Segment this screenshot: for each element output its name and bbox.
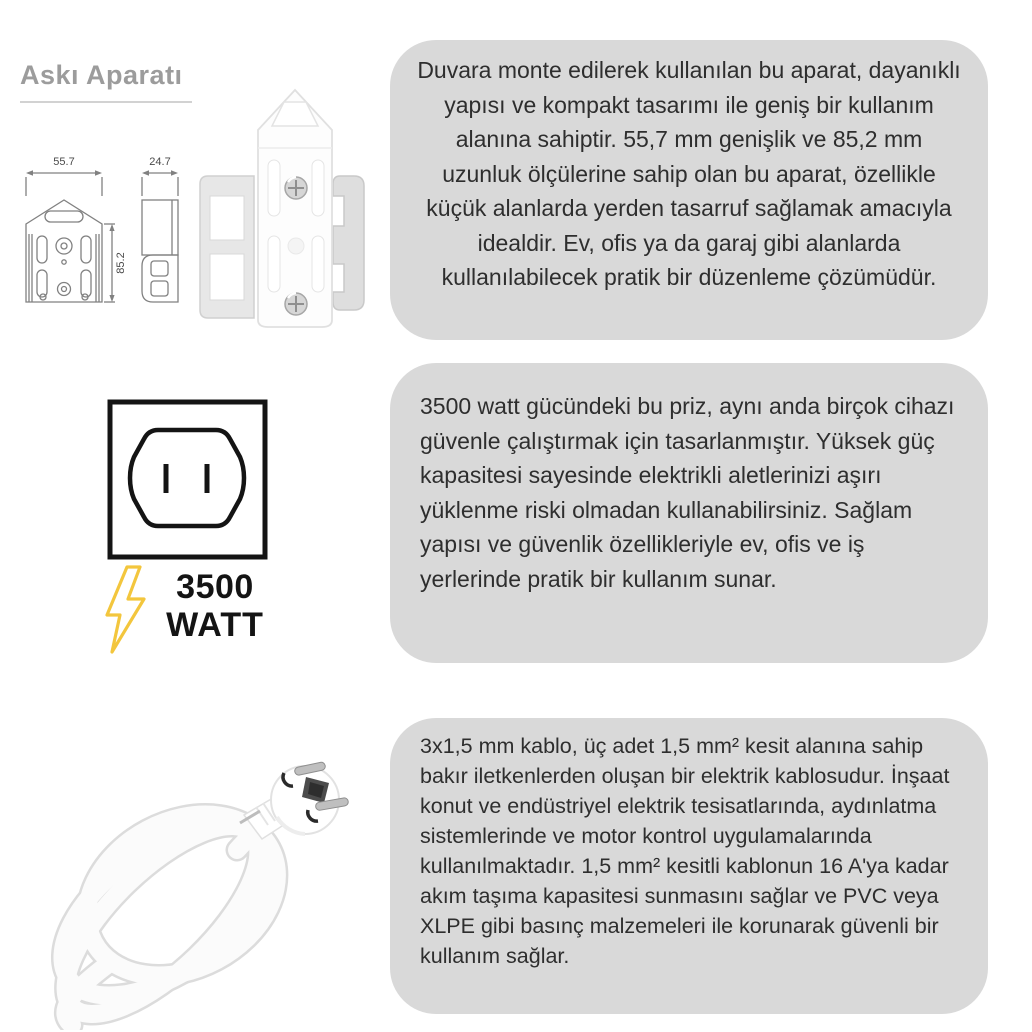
bracket-3d-image <box>192 68 382 343</box>
wattage-label <box>150 568 280 644</box>
mount-description-text: Duvara monte edilerek kullanılan bu aparat, dayanıklı yapısı ve kompakt tasarımı ile geniş bir kullanım alanına sahiptir. 55,7 mm genişlik ve 85,2 mm uzunluk ölçülerine sahip olan bu aparat, özellikle küçük alanlarda yerden tasarruf sağlamak amacıyla idealdir. Ev, ofis ya da garaj gibi alanlarda kullanılabilecek pratik bir düzenleme çözümüdür. <box>417 57 961 290</box>
plug-head <box>271 762 349 834</box>
screw-top <box>285 177 307 199</box>
wattage-value: 3500 <box>176 568 254 606</box>
bracket-technical-drawing-icon <box>12 152 194 320</box>
lightning-bolt-icon <box>100 564 148 656</box>
cable-description-text: 3x1,5 mm kablo, üç adet 1,5 mm² kesit alanına sahip bakır iletkenlerden oluşan bir elektrik kablosudur. İnşaat konut ve endüstriyel elektrik tesisatlarında, aydınlatma sistemlerinde ve motor kontrol uygulamalarında kullanılmaktadır. 1,5 mm² kesitli kablonun 16 A'ya kadar akım taşıma kapasitesi sunmasını sağlar ve PVC veya XLPE gibi basınç malzemeleri ile korunarak güvenli bir kullanım sağlar. <box>420 734 950 968</box>
cable-description-panel <box>390 718 988 1014</box>
power-socket-icon <box>105 397 270 562</box>
width-dimension-label: 55.7 <box>53 156 75 168</box>
power-description-text: 3500 watt gücündeki bu priz, aynı anda birçok cihazı güvenle çalıştırmak için tasarlanmıştır. Yüksek güç kapasitesi sayesinde elektrikli aletlerinizi aşırı yüklenme riski olmadan kullanabilirsiniz. Sağlam yapısı ve güvenlik özellikleriyle ev, ofis ve iş yerlerinde pratik bir kullanım sunar. <box>420 393 955 592</box>
power-cable-image <box>12 695 390 1030</box>
bracket-right-clip <box>333 176 364 310</box>
side-view-drawing <box>142 170 178 302</box>
bracket-plate <box>258 90 332 327</box>
height-dimension-label: 85.2 <box>115 252 127 274</box>
wattage-unit: WATT <box>166 606 264 644</box>
front-view-drawing <box>26 170 115 302</box>
power-description-panel <box>390 363 988 663</box>
title-underline <box>20 101 192 103</box>
depth-dimension-label: 24.7 <box>149 156 171 168</box>
mount-section-title: Askı Aparatı <box>20 60 183 90</box>
mount-description-panel <box>390 40 988 340</box>
bracket-left-clip <box>200 176 254 318</box>
screw-bottom <box>285 293 307 315</box>
